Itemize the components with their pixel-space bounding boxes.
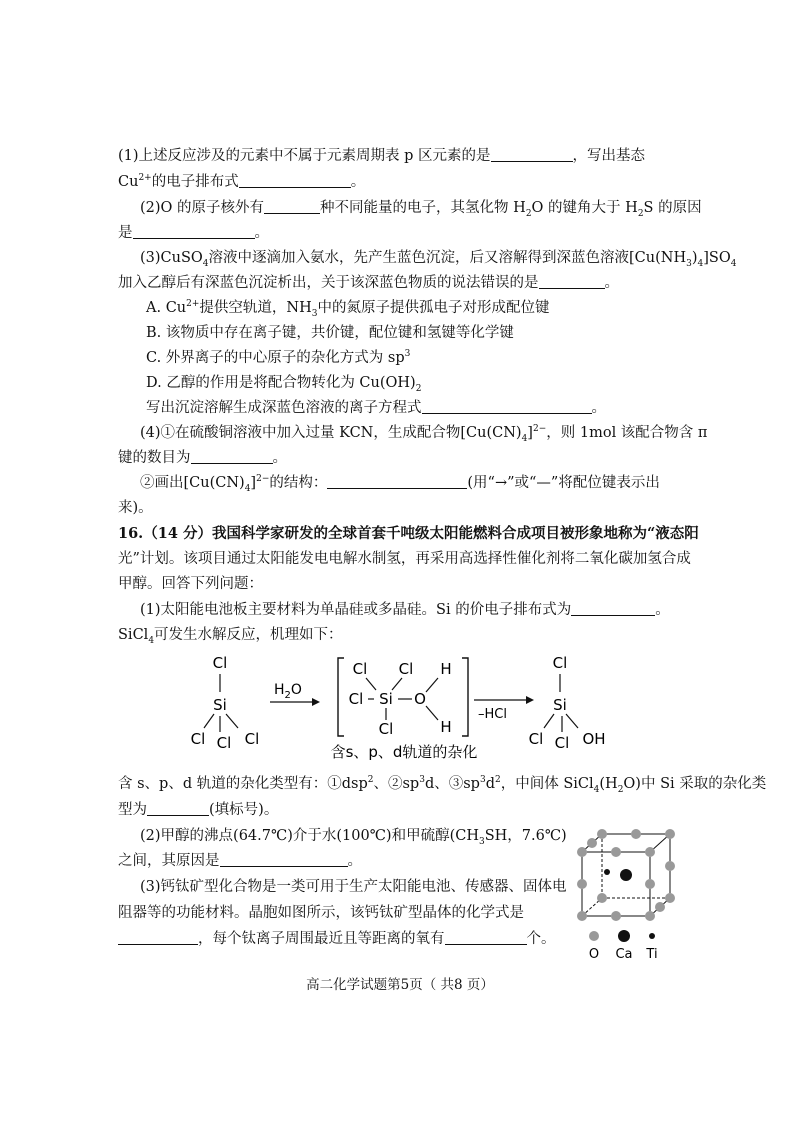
bond bbox=[392, 678, 402, 690]
q16-part3-line2: 阻器等的功能材料。晶胞如图所示，该钙钛矿型晶体的化学式是 bbox=[118, 905, 524, 921]
hybrid-caption: 含s、p、d轨道的杂化 bbox=[330, 743, 478, 761]
hybridization-line1: 含 s、p、d 轨道的杂化类型有：①dsp$^2$、$②sp^3d$、$③sp^3d^2$，中间体 $SiCl_4(H_2O)$中 Si 采取的杂化类 bbox=[118, 775, 767, 795]
atom-ca bbox=[620, 869, 632, 881]
q15-part2-line1: (2)O 的原子核外有 种不同能量的电子，其氢化物 $H_2O$ 的键角大于 $H_2S$ 的原因 bbox=[140, 200, 702, 219]
right-bracket bbox=[462, 658, 468, 736]
option-a: A. $Cu^{2+}$提供空轨道，$NH_3$中的氮原子提供孤电子对形成配位键 bbox=[146, 299, 550, 319]
int-cl-top-left: Cl bbox=[352, 660, 368, 678]
q16-part3-line1: (3)钙钛矿型化合物是一类可用于生产太阳能电池、传感器、固体电 bbox=[140, 879, 567, 895]
int-h-bottom: H bbox=[440, 718, 452, 736]
q16-intro-line3: 甲醇。回答下列问题： bbox=[118, 576, 263, 592]
atom-o bbox=[645, 879, 655, 889]
q16-intro-line1: 16.（14 分）我国科学家研发的全球首套千吨级太阳能燃料合成项目被形象地称为“液态阳 bbox=[118, 525, 699, 542]
answer-blank[interactable] bbox=[220, 852, 348, 867]
legend-ca: Ca bbox=[615, 947, 633, 962]
q15-part1-line1: (1)上述反应涉及的元素中不属于元素周期表 p 区元素的是 ，写出基态 bbox=[118, 148, 646, 164]
answer-blank[interactable] bbox=[491, 147, 573, 162]
atom-ti bbox=[604, 869, 610, 875]
int-cl-left: Cl bbox=[348, 690, 364, 708]
int-cl-bottom: Cl bbox=[378, 720, 394, 738]
prod-cl-left: Cl bbox=[528, 730, 544, 748]
answer-blank[interactable] bbox=[191, 449, 273, 464]
q15-part4-line1: (4)①在硫酸铜溶液中加入过量 KCN，生成配合物$[Cu(CN)_4]^{2-}$，则 1mol 该配合物含 π bbox=[140, 424, 708, 444]
q15-part4-line4: 来)。 bbox=[118, 500, 153, 516]
answer-blank[interactable] bbox=[133, 224, 255, 239]
q16-part3-line3: ，每个钛离子周围最近且等距离的氧有 个。 bbox=[118, 929, 556, 949]
atom-o bbox=[665, 893, 675, 903]
answer-blank[interactable] bbox=[239, 173, 351, 188]
write-equation-line: 写出沉淀溶解生成深蓝色溶液的离子方程式 。 bbox=[146, 400, 606, 416]
q15-part2-line2: 是 。 bbox=[118, 225, 269, 241]
q15-part4-line2: 键的数目为 。 bbox=[118, 450, 287, 466]
atom-o bbox=[597, 893, 607, 903]
sicl4-cl-right: Cl bbox=[244, 730, 260, 748]
legend-ca-dot bbox=[618, 930, 630, 942]
sicl4-cl-left: Cl bbox=[190, 730, 206, 748]
prod-oh: OH bbox=[582, 730, 606, 748]
water-label: $H_2O$ bbox=[274, 682, 302, 701]
atom-o bbox=[631, 829, 641, 839]
atom-o bbox=[611, 847, 621, 857]
q15-part3-line2: 加入乙醇后有深蓝色沉淀析出，关于该深蓝色物质的说法错误的是 。 bbox=[118, 275, 619, 291]
sicl4-cl-bottom: Cl bbox=[216, 734, 232, 752]
q16-intro-line2: 光”计划。该项目通过太阳能发电电解水制氢，再采用高选择性催化剂将二氧化碳加氢合成 bbox=[118, 551, 691, 567]
legend-ti-dot bbox=[649, 933, 655, 939]
option-b: B. 该物质中存在离子键，共价键，配位键和氢键等化学键 bbox=[146, 325, 514, 341]
atom-o bbox=[645, 911, 655, 921]
atom-o bbox=[577, 847, 587, 857]
legend-o-dot bbox=[589, 931, 599, 941]
bond bbox=[566, 714, 578, 728]
option-d: D. 乙醇的作用是将配合物转化为 $Cu(OH)_2$ bbox=[146, 375, 422, 394]
q15-part3-line1: (3)CuSO$_4$溶液中逐滴加入氨水，先产生蓝色沉淀，后又溶解得到深蓝色溶液$[Cu(NH_3)_4]SO_4$ bbox=[140, 250, 737, 269]
atom-o bbox=[587, 838, 597, 848]
answer-blank[interactable] bbox=[539, 274, 605, 289]
atom-o bbox=[665, 861, 675, 871]
q16-part1-line2: SiCl$_4$可发生水解反应，机理如下： bbox=[118, 627, 343, 646]
bond bbox=[226, 714, 238, 728]
answer-blank[interactable] bbox=[147, 801, 209, 816]
bond bbox=[366, 678, 376, 690]
atom-o bbox=[597, 829, 607, 839]
q16-part2-line1: (2)甲醇的沸点(64.7℃)介于水(100℃)和甲硫醇($CH_3SH$，7.6℃) bbox=[140, 828, 567, 847]
sicl4-cl-top: Cl bbox=[212, 654, 228, 672]
legend-ti: Ti bbox=[646, 947, 658, 962]
legend-o: O bbox=[588, 947, 600, 962]
int-cl-top-right: Cl bbox=[398, 660, 414, 678]
atom-o bbox=[577, 911, 587, 921]
answer-blank[interactable] bbox=[422, 399, 592, 414]
perovskite-unit-cell bbox=[572, 822, 684, 962]
atom-o bbox=[611, 911, 621, 921]
answer-blank[interactable] bbox=[445, 930, 527, 945]
atom-o bbox=[577, 879, 587, 889]
sicl4-si: Si bbox=[213, 696, 227, 714]
minus-hcl-label: –HCl bbox=[478, 707, 507, 722]
front-face bbox=[582, 852, 650, 916]
answer-blank[interactable] bbox=[571, 601, 655, 616]
int-o: O bbox=[414, 690, 426, 708]
page-footer: 高二化学试题第5页（ 共8 页） bbox=[306, 977, 494, 993]
atom-o bbox=[645, 847, 655, 857]
bond bbox=[426, 678, 438, 692]
answer-blank[interactable] bbox=[327, 474, 467, 489]
hybridization-line2: 型为 (填标号)。 bbox=[118, 802, 279, 818]
answer-blank[interactable] bbox=[118, 930, 198, 945]
atom-o bbox=[665, 829, 675, 839]
bond bbox=[204, 714, 214, 728]
option-c: C. 外界离子的中心原子的杂化方式为 $sp^3$ bbox=[146, 349, 411, 366]
answer-blank[interactable] bbox=[264, 199, 320, 214]
atom-o bbox=[655, 902, 665, 912]
int-si: Si bbox=[379, 690, 393, 708]
arrow-1-head bbox=[312, 698, 320, 706]
arrow-2-head bbox=[526, 696, 534, 704]
q15-part4-line3: ②画出$[Cu(CN)_4]^{2-}$的结构： (用“→”或“—”将配位键表示出 bbox=[140, 474, 660, 494]
bond bbox=[426, 706, 438, 720]
left-bracket bbox=[338, 658, 344, 736]
q16-part2-line2: 之间，其原因是 。 bbox=[118, 853, 362, 869]
int-h-top: H bbox=[440, 660, 452, 678]
q16-part1-line1: (1)太阳能电池板主要材料为单晶硅或多晶硅。Si 的价电子排布式为 。 bbox=[140, 602, 670, 618]
prod-cl-top: Cl bbox=[552, 654, 568, 672]
prod-cl-bottom: Cl bbox=[554, 734, 570, 752]
bond bbox=[544, 714, 554, 728]
q15-part1-line2: $Cu^{2+}$的电子排布式 。 bbox=[118, 173, 366, 190]
prod-si: Si bbox=[553, 696, 567, 714]
hydrolysis-mechanism-diagram bbox=[180, 648, 620, 763]
